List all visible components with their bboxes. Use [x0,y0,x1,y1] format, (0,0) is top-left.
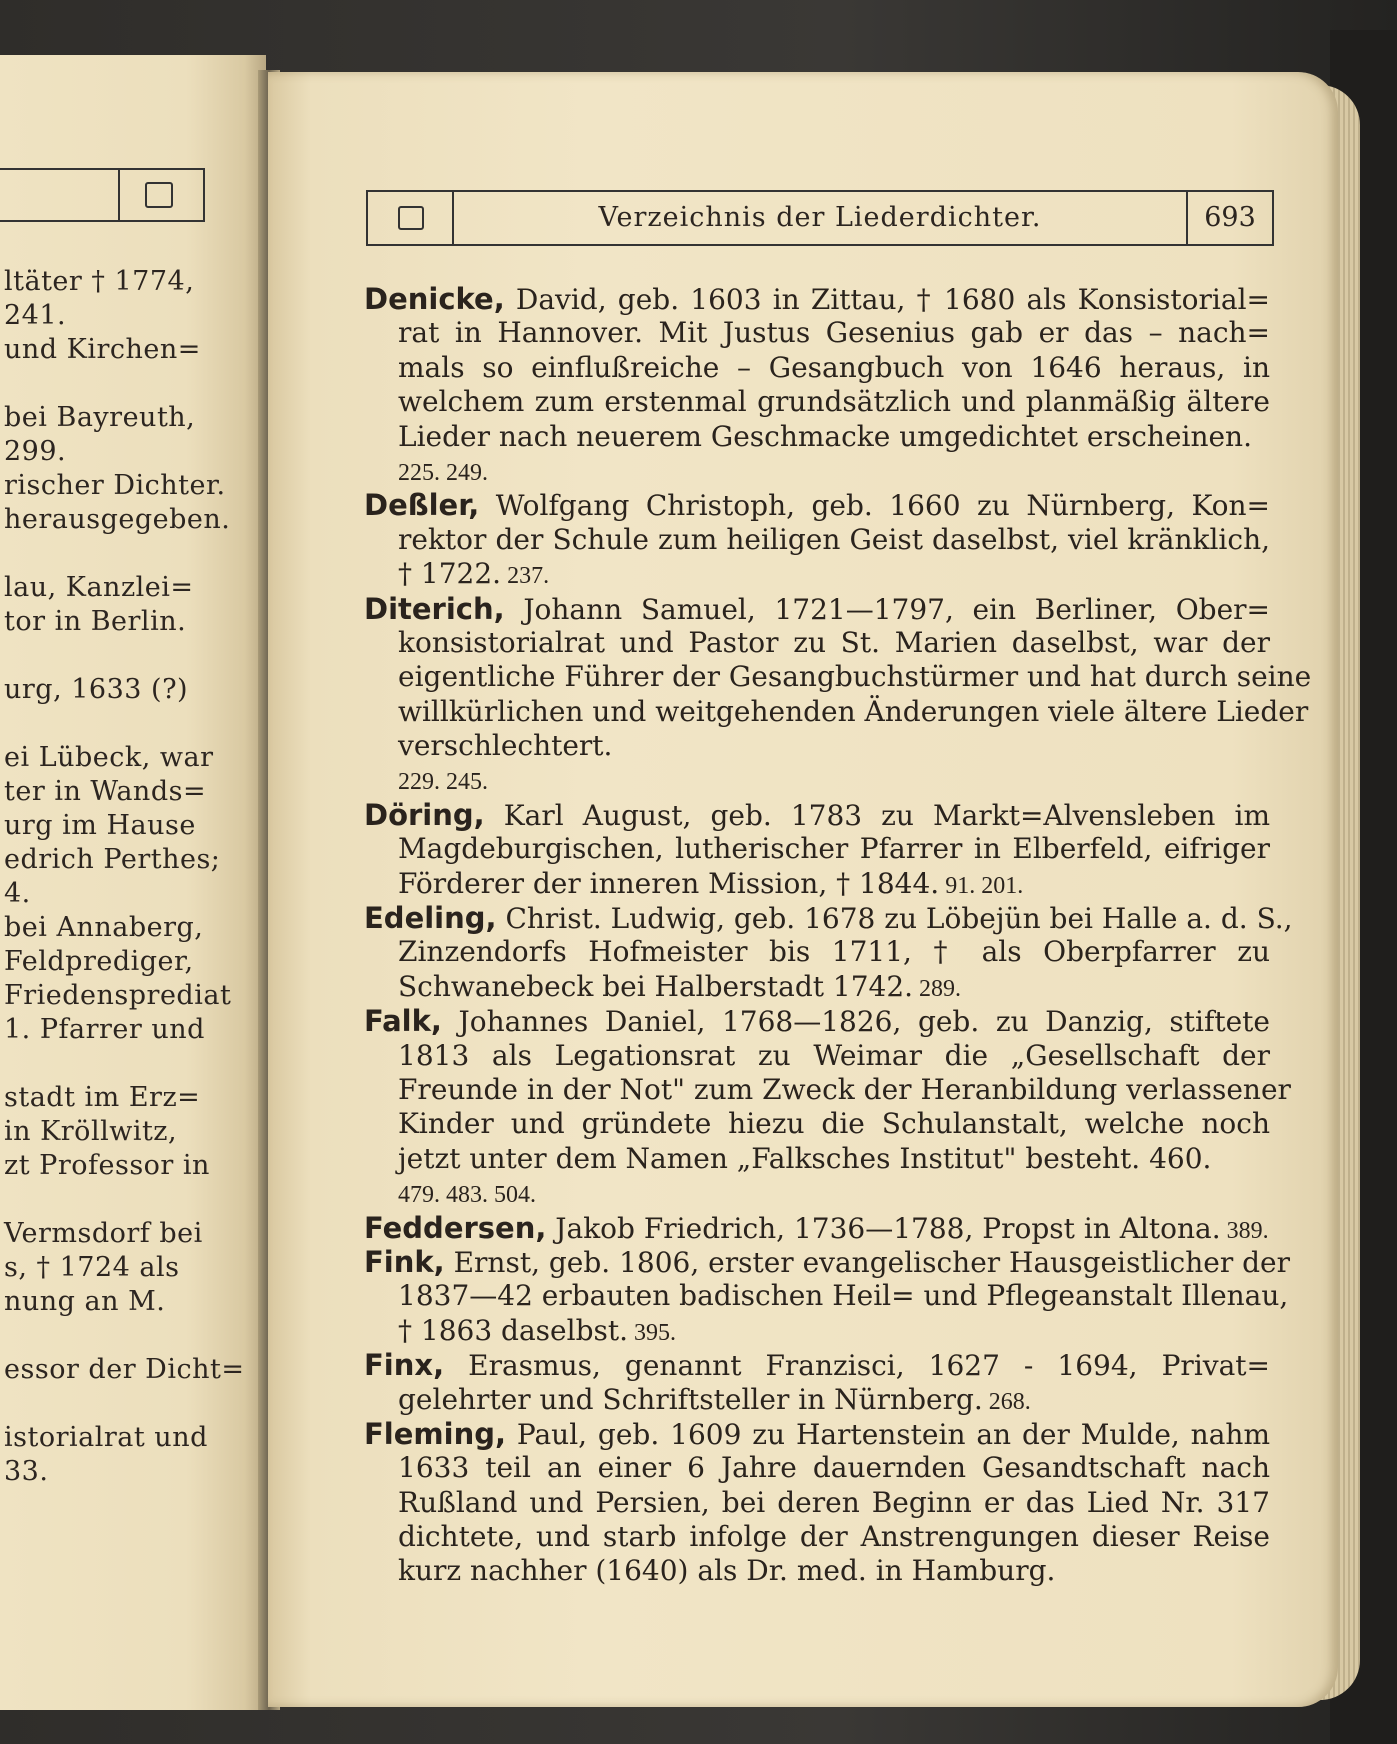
poet-name: Finx, [364,1348,445,1383]
entry-text: rat in Hannover. Mit Justus Gesenius gab er das – nach= [398,316,1270,350]
entry-line [364,351,1270,385]
entry-text: Kinder und gründete hiezu die Schulanstalt, welche noch [398,1107,1270,1141]
left-page-line [4,1047,266,1081]
header-divider [452,192,454,244]
left-page-line: essor der Dicht= [4,1354,245,1385]
entry-text: Johann Samuel, 1721—1797, ein Berliner, Ober= [504,592,1270,626]
entry-line [364,1348,1270,1382]
entry-line [364,798,1270,832]
hymn-references: 225. 249. [398,459,488,486]
entry-line [364,935,1270,969]
entry-line [364,763,1270,797]
poet-entry [364,1244,1290,1348]
poet-name: Fink, [364,1244,445,1279]
entry-text: † 1863 daselbst. [398,1313,629,1347]
entry-line [364,454,1270,488]
left-page-line: in Kröllwitz, [4,1116,178,1147]
entry-line [364,901,1293,936]
left-page-line: 1. Pfarrer und [4,1014,205,1045]
left-page-line [4,1183,266,1217]
left-page-line: 33. [4,1456,49,1487]
poet-entry [364,1417,1270,1589]
entry-line [364,282,1270,316]
poet-name: Deßler, [364,488,480,523]
poet-name: Feddersen, [364,1210,547,1245]
left-page-line: herausgegeben. [4,504,231,535]
entry-text: Wolfgang Christoph, geb. 1660 zu Nürnberg, Kon= [479,489,1270,523]
entry-text: Magdeburgischen, lutherischer Pfarrer in Elberfeld, eifriger [398,832,1270,866]
left-page-line: 299. [4,436,67,467]
entry-text: Johannes Daniel, 1768—1826, geb. zu Danzig, stiftete [441,1005,1270,1039]
square-ornament-icon [398,206,424,230]
left-page-line: ei Lübeck, war [4,742,214,773]
left-page-line: rischer Dichter. [4,470,226,501]
left-page-line: bei Bayreuth, [4,402,196,433]
left-page-line [4,639,266,673]
left-page-line: Feldprediger, [4,946,194,977]
entry-text: willkürlichen und weitgehenden Änderungen viele ältere Lieder [398,694,1309,728]
page-title: Verzeichnis der Liederdichter. [598,202,1042,233]
entry-line [364,1314,1270,1348]
entry-line [364,1383,1270,1417]
entry-line [364,1486,1270,1520]
entry-text: † 1722. [398,557,502,591]
left-page-line: nung an M. [4,1286,166,1317]
entry-text: Zinzendorfs Hofmeister bis 1711, † als Oberpfarrer zu [398,935,1270,969]
entry-text: Karl August, geb. 1783 zu Markt=Alvensleben im [484,798,1270,832]
entry-text: 1633 teil an einer 6 Jahre dauernden Gesandtschaft nach [398,1451,1270,1485]
entry-line [364,970,1270,1004]
poet-entries [364,282,1312,1589]
left-page-text [4,265,266,1489]
poet-name: Denicke, [364,282,505,316]
entry-line [364,832,1270,866]
entry-line [364,1142,1270,1176]
poet-entry [364,488,1270,591]
poet-entry [364,1211,1270,1245]
header-divider [1186,192,1188,244]
hymn-references: 289. [913,975,962,1002]
entry-text: kurz nachher (1640) als Dr. med. in Hamburg. [398,1554,1056,1588]
entry-text: Freunde in der Not" zum Zweck der Heranbildung verlassener [398,1072,1291,1106]
left-page-line [4,367,266,401]
left-page-line: s, † 1724 als [4,1252,180,1283]
left-page-line [4,537,266,571]
entry-text: Förderer der inneren Mission, † 1844. [398,866,940,900]
poet-name: Fleming, [364,1416,506,1451]
entry-line [364,557,1270,591]
entry-text: Jakob Friedrich, 1736—1788, Propst in Altona. [546,1211,1221,1245]
left-page-line: zt Professor in [4,1150,210,1181]
entry-line [364,488,1270,522]
entry-line [364,523,1270,557]
entry-line [364,1244,1290,1279]
entry-line [364,1554,1270,1588]
entry-line [364,1417,1270,1451]
entry-text: 1813 als Legationsrat zu Weimar die „Gesellschaft der [398,1038,1270,1072]
left-page-line [4,1319,266,1353]
left-page-line: lau, Kanzlei= [4,572,194,603]
entry-text: Lieder nach neuerem Geschmacke umgedichtet erscheinen. [398,419,1252,453]
left-page-line: Friedensprediat [4,980,232,1011]
entry-line [364,592,1270,626]
entry-text: 1837—42 erbauten badischen Heil= und Pflegeanstalt Illenau, [398,1279,1289,1313]
left-page-line: 241. [4,300,67,331]
left-page-line: 4. [4,878,31,909]
entry-text: David, geb. 1603 in Zittau, † 1680 als Konsistorial= [504,283,1270,316]
left-page-line [4,1387,266,1421]
entry-text: Erasmus, genannt Franzisci, 1627 - 1694, Privat= [444,1349,1270,1383]
poet-name: Diterich, [364,591,505,626]
entry-line [364,1211,1270,1245]
hymn-references: 268. [982,1388,1031,1415]
entry-line [364,1176,1270,1210]
entry-line [364,660,1312,694]
entry-text: verschlechtert. [398,729,613,763]
entry-line [364,867,1270,901]
left-page-header [0,168,205,222]
left-page-line: istorialrat und [4,1422,208,1453]
header-divider [118,170,120,220]
left-page-line: stadt im Erz= [4,1082,201,1113]
entry-text: welchem zum erstenmal grundsätzlich und planmäßig ältere [398,385,1270,419]
entry-line [364,694,1309,729]
entry-line [364,729,1270,763]
entry-line [364,1072,1291,1107]
entry-line [364,1520,1270,1554]
entry-text: Ernst, geb. 1806, erster evangelischer Hausgeistlicher der [444,1245,1290,1279]
entry-line [364,385,1270,419]
poet-name: Döring, [364,797,485,832]
poet-entry [364,901,1293,1004]
entry-line [364,1451,1270,1485]
entry-line [364,1279,1289,1313]
poet-entry [364,591,1312,798]
poet-entry [364,282,1270,488]
page-number: 693 [1204,202,1256,233]
entry-text: mals so einflußreiche – Gesangbuch von 1646 heraus, in [398,350,1270,384]
entry-text: jetzt unter dem Namen „Falksches Institut" besteht. 460. [398,1141,1212,1175]
left-page-line: ltäter † 1774, [4,266,195,297]
entry-text: konsistorialrat und Pastor zu St. Marien daselbst, war der [398,625,1270,659]
entry-text: Schwanebeck bei Halberstadt 1742. [398,969,914,1003]
entry-line [364,1107,1270,1141]
square-ornament-icon [145,182,173,208]
entry-text: gelehrter und Schriftsteller in Nürnberg. [398,1382,983,1416]
entry-text: eigentliche Führer der Gesangbuchstürmer und hat durch seine [398,660,1312,694]
entry-line [364,1039,1270,1073]
left-page [0,55,266,1710]
entry-text: rektor der Schule zum heiligen Geist daselbst, viel kränklich, [398,522,1270,556]
hymn-references: 395. [628,1319,677,1346]
left-page-line: tor in Berlin. [4,606,187,637]
poet-entry [364,1348,1270,1417]
left-page-line: ter in Wands= [4,776,207,807]
entry-text: Paul, geb. 1609 zu Hartenstein an der Mulde, nahm [506,1417,1270,1451]
page-header [366,190,1274,246]
left-page-line [4,707,266,741]
left-page-line: Vermsdorf bei [4,1218,203,1249]
poet-entry [364,1004,1291,1210]
left-page-line: urg, 1633 (?) [4,674,189,705]
entry-line [364,316,1270,350]
entry-text: Rußland und Persien, bei deren Beginn er das Lied Nr. 317 [398,1485,1270,1519]
hymn-references: 237. [501,563,550,590]
hymn-references: 91. 201. [939,872,1024,899]
entry-line [364,626,1270,660]
entry-line [364,1004,1270,1038]
poet-name: Edeling, [364,901,497,936]
entry-text: Christ. Ludwig, geb. 1678 zu Löbejün bei Halle a. d. S., [496,902,1293,936]
entry-line [364,420,1270,454]
poet-entry [364,798,1270,901]
left-page-line: edrich Perthes; [4,844,221,875]
hymn-references: 389. [1220,1217,1269,1244]
left-page-line: bei Annaberg, [4,912,204,943]
poet-name: Falk, [364,1004,442,1039]
left-page-line: urg im Hause [4,810,196,841]
left-page-line: und Kirchen= [4,334,201,365]
hymn-references: 229. 245. [398,769,488,796]
entry-text: dichtete, und starb infolge der Anstrengungen dieser Reise [398,1520,1270,1554]
hymn-references: 479. 483. 504. [398,1182,536,1209]
